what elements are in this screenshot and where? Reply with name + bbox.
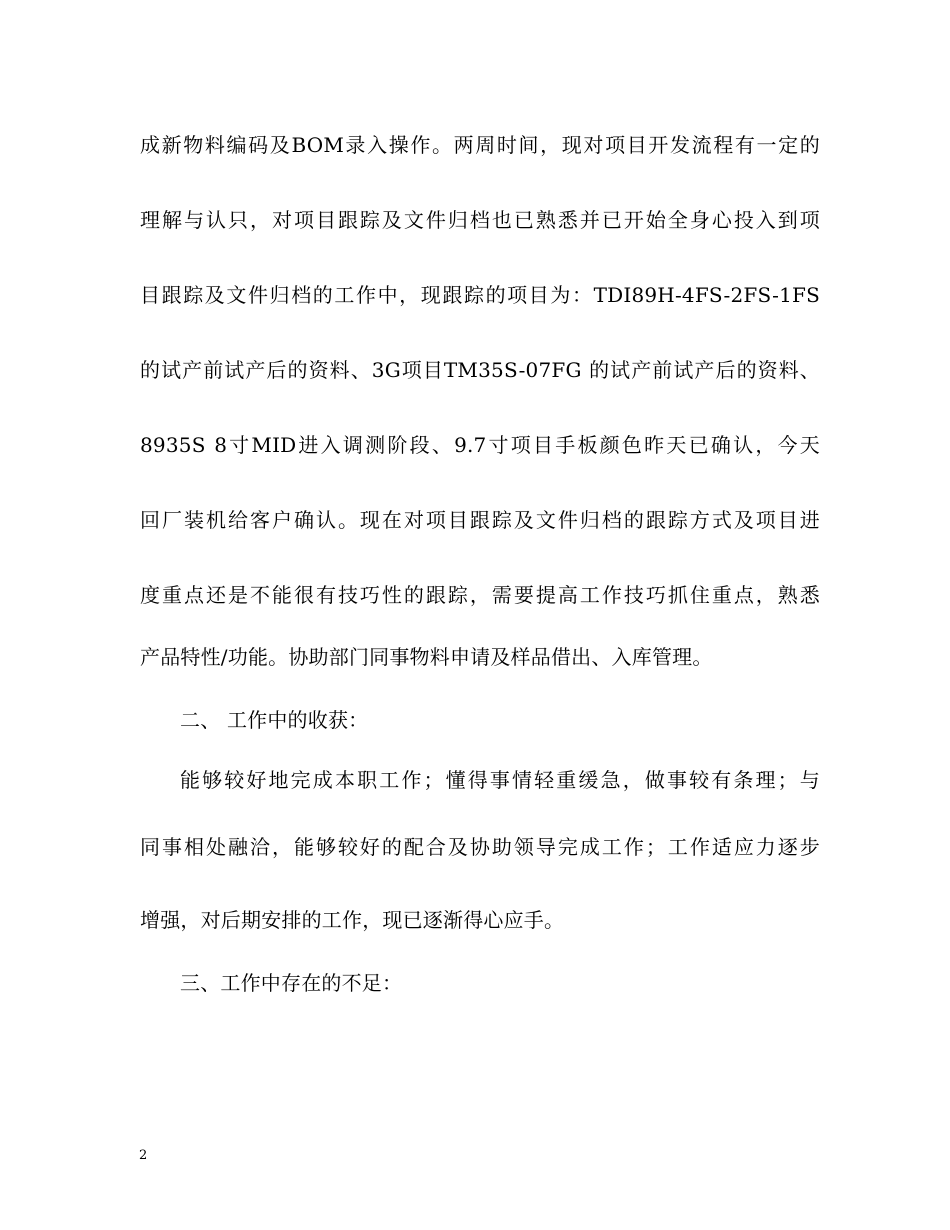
paragraph-line: 能够较好地完成本职工作；懂得事情轻重缓急，做事较有条理；与 [180, 768, 820, 792]
paragraph-line: 理解与认只，对项目跟踪及文件归档也已熟悉并已开始全身心投入到项 [140, 208, 820, 232]
paragraph-line: 成新物料编码及BOM录入操作。两周时间，现对项目开发流程有一定的 [140, 133, 820, 157]
paragraph-line: 增强，对后期安排的工作，现已逐渐得心应手。 [140, 908, 565, 932]
paragraph-line: 度重点还是不能很有技巧性的跟踪，需要提高工作技巧抓住重点，熟悉 [140, 583, 820, 607]
paragraph-line: 回厂装机给客户确认。现在对项目跟踪及文件归档的跟踪方式及项目进 [140, 508, 820, 532]
paragraph-line: 的试产前试产后的资料、3G项目TM35S-07FG 的试产前试产后的资料、 [140, 358, 820, 382]
paragraph-line: 目跟踪及文件归档的工作中，现跟踪的项目为：TDI89H-4FS-2FS-1FS [140, 283, 820, 307]
section-heading-gains: 二、 工作中的收获： [180, 708, 369, 732]
page-number: 2 [139, 1148, 148, 1163]
paragraph-line: 产品特性/功能。协助部门同事物料申请及样品借出、入库管理。 [140, 645, 713, 669]
paragraph-line: 8935S 8寸MID进入调测阶段、9.7寸项目手板颜色昨天已确认，今天 [140, 433, 820, 457]
section-heading-shortcomings: 三、工作中存在的不足： [180, 971, 403, 995]
paragraph-line: 同事相处融洽，能够较好的配合及协助领导完成工作；工作适应力逐步 [140, 835, 820, 859]
